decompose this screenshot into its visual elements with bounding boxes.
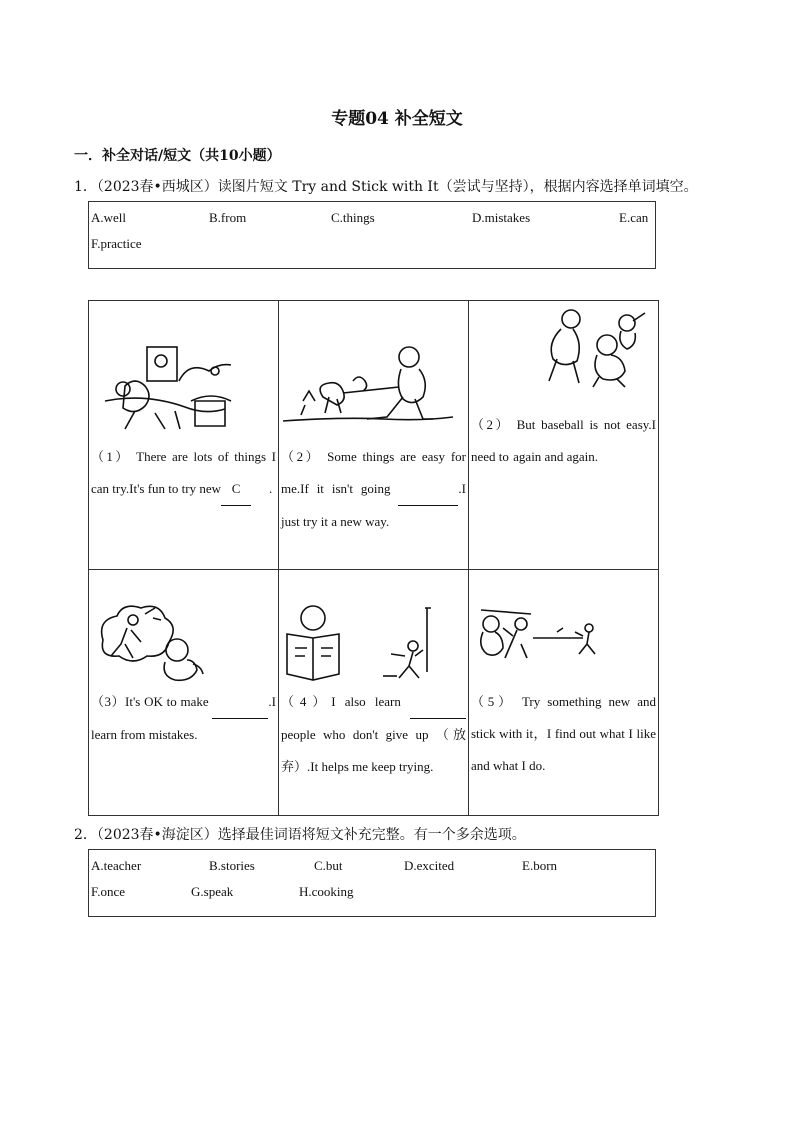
question-1-prompt: 1．（2023春•西城区）读图片短文 Try and Stick with It（尝试与坚持），根据内容选择单词填空。 <box>74 179 698 195</box>
option-c: C.but <box>314 858 343 873</box>
option-g: G.speak <box>191 884 234 899</box>
panel-5 <box>279 570 469 816</box>
option-b: B.from <box>209 210 247 225</box>
cartoon-reading-and-batter-image <box>283 604 443 684</box>
option-h: H.cooking <box>299 884 354 899</box>
cartoon-baseball-game-image <box>473 604 613 666</box>
panel-6 <box>469 570 659 816</box>
option-e: E.born <box>522 858 558 873</box>
cartoon-boy-thinking-image <box>95 600 207 682</box>
option-f: F.practice <box>91 236 142 251</box>
cartoon-baseball-players-image <box>537 307 649 389</box>
panel-3-text: （2） But baseball is not easy.I need to again and again. <box>471 417 656 464</box>
panel-4 <box>89 570 279 816</box>
answer-blank-4 <box>212 686 268 719</box>
panel-2-text: （2） Some things are easy for me.If it isn't going .I just try it a new way. <box>281 449 466 529</box>
option-d: D.excited <box>404 858 455 873</box>
panel-2 <box>279 301 469 570</box>
option-f: F.once <box>91 884 125 899</box>
option-d: D.mistakes <box>472 210 531 225</box>
panel-3 <box>469 301 659 570</box>
picture-story-grid <box>88 300 659 816</box>
panel-5-text: （4）I also learn people who don't give up （放弃）.It helps me keep trying. <box>281 686 466 783</box>
option-b: B.stories <box>209 858 255 873</box>
answer-blank-1: C <box>221 473 251 506</box>
panel-6-text: （5） Try something new and stick with it，I find out what I like and what I do. <box>471 694 656 773</box>
cartoon-boy-dog-rope-image <box>283 341 453 433</box>
answer-blank-2 <box>398 473 458 506</box>
cartoon-kids-playing-image <box>95 341 245 436</box>
page-title: 专题04 补全短文 <box>331 109 463 129</box>
option-a: A.teacher <box>91 858 142 873</box>
option-c: C.things <box>331 210 375 225</box>
question-2-options-box <box>88 849 656 917</box>
option-e: E.can <box>619 210 649 225</box>
panel-1-text: （1） There are lots of things I can try.It's fun to try new C . <box>91 441 276 506</box>
panel-4-text: （3）It's OK to make .I learn from mistakes. <box>91 686 276 751</box>
panel-1 <box>89 301 279 570</box>
question-2-prompt: 2．（2023春•海淀区）选择最佳词语将短文补充完整。有一个多余选项。 <box>74 827 526 843</box>
question-1-options-box <box>88 201 656 269</box>
option-a: A.well <box>91 210 127 225</box>
section-heading: 一．补全对话/短文（共10小题） <box>74 148 281 164</box>
answer-blank-5 <box>410 686 466 719</box>
